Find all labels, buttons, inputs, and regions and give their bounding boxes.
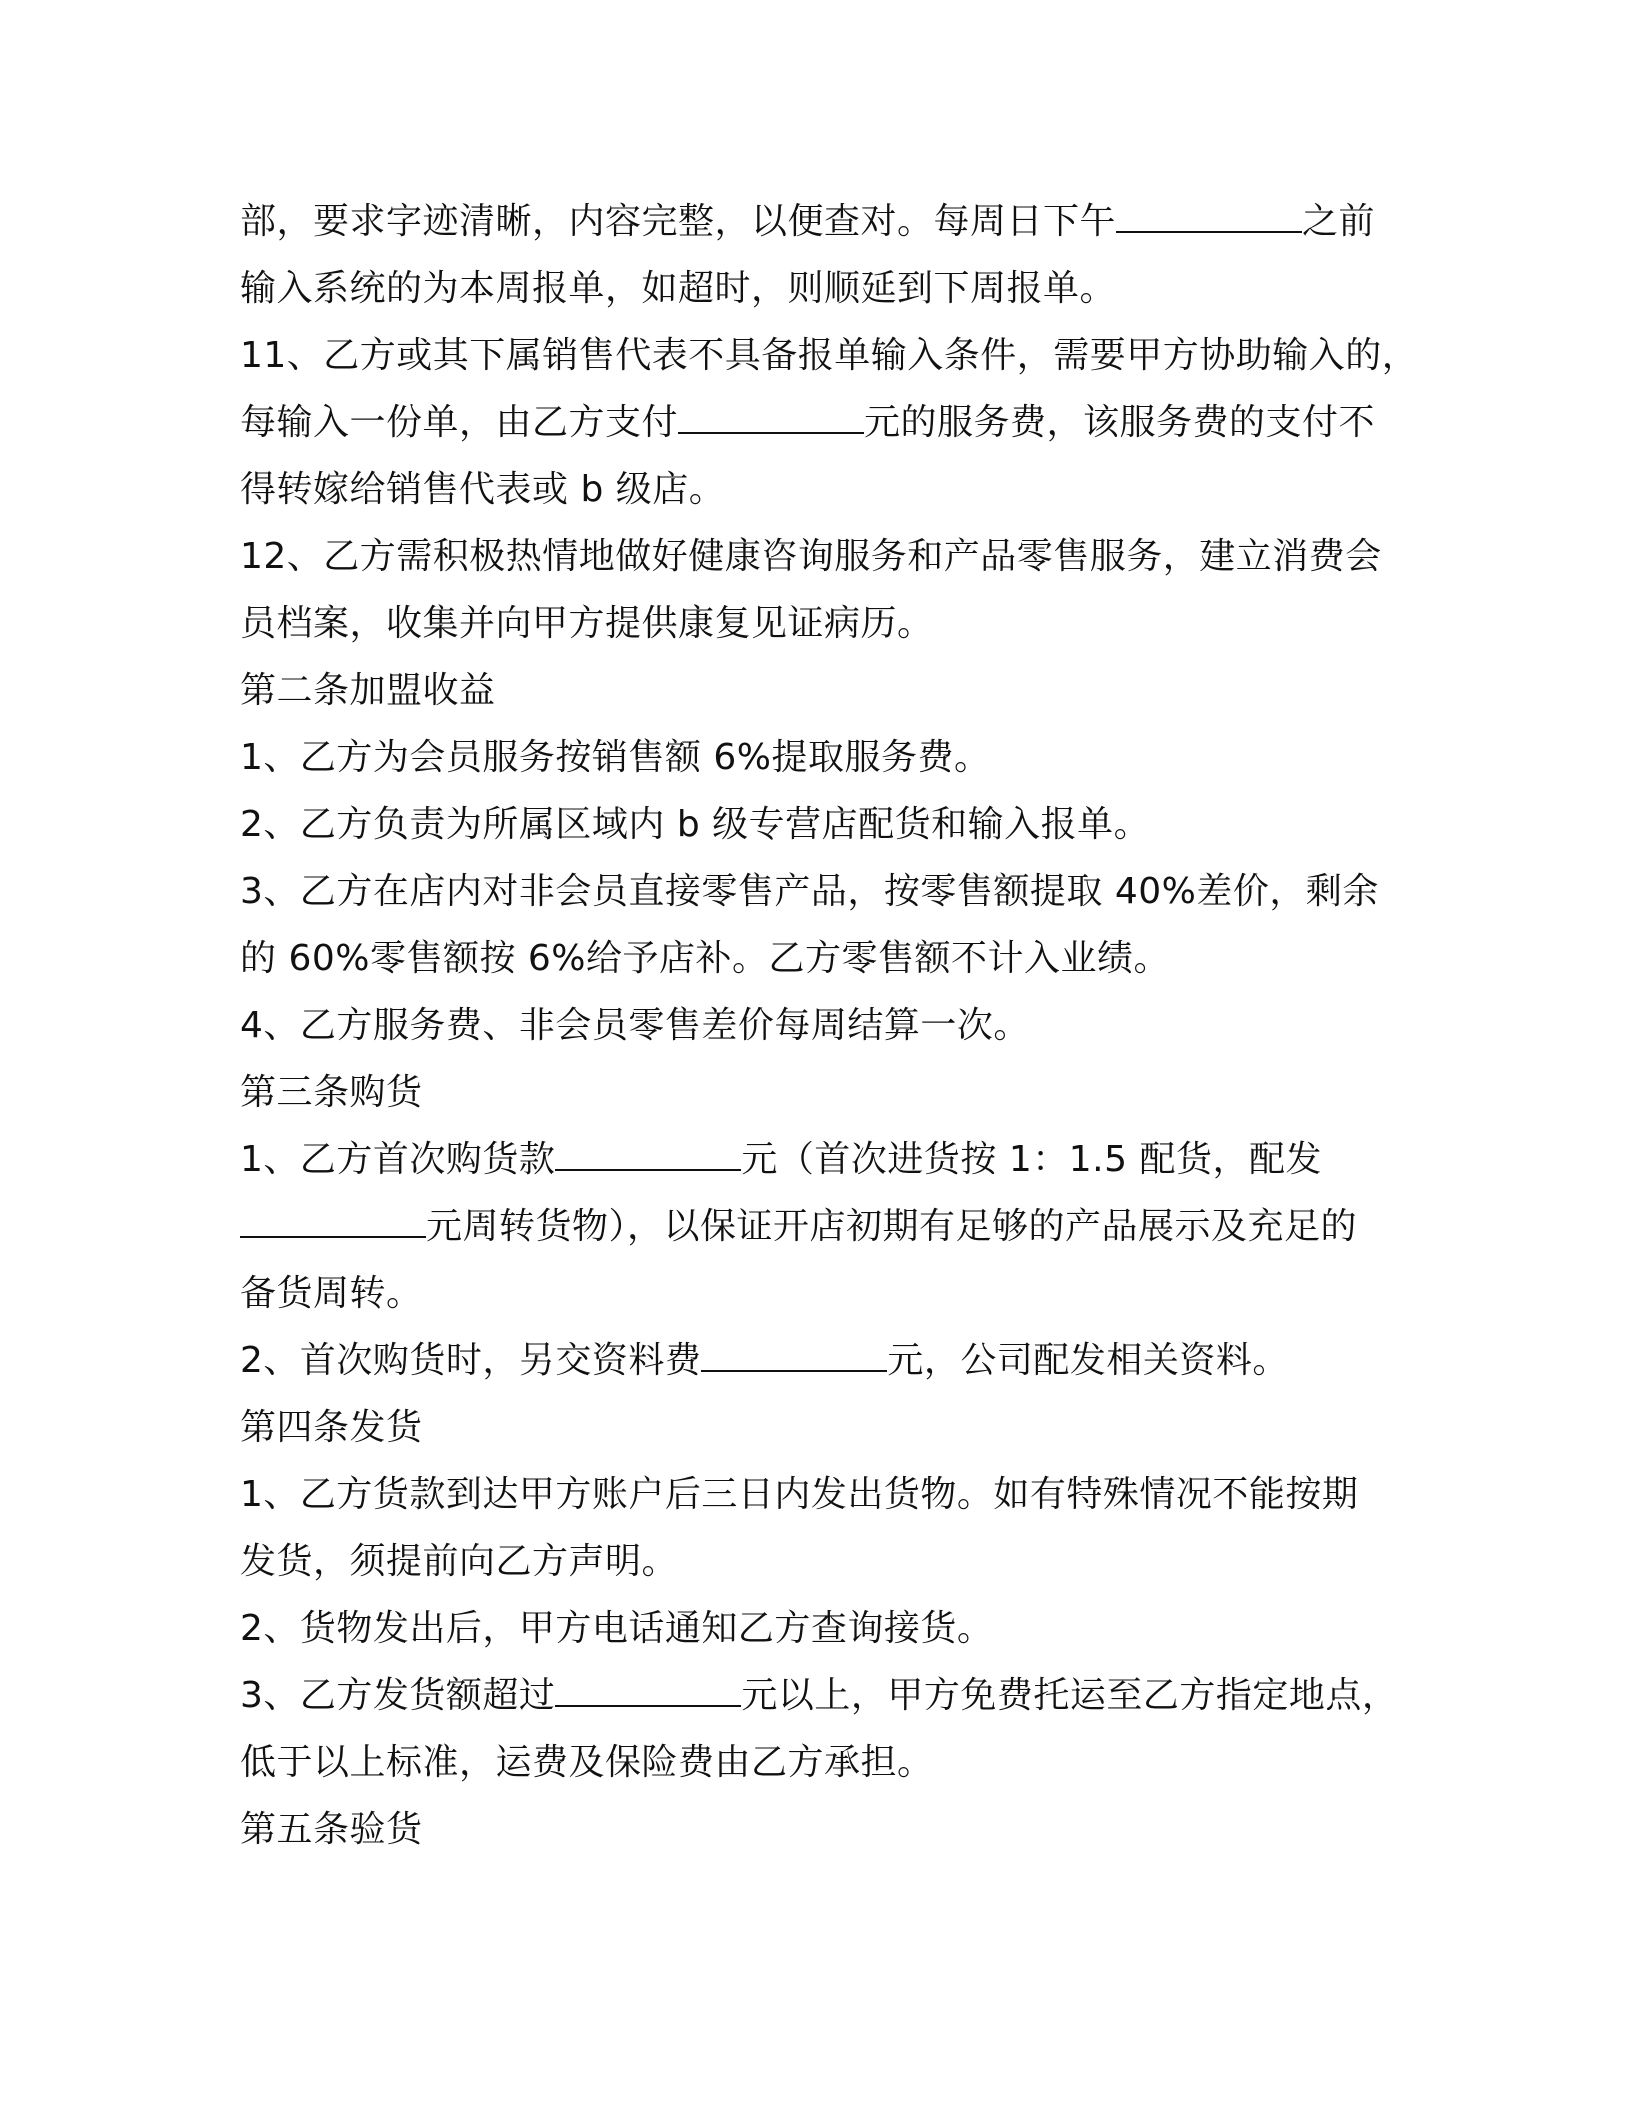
section-heading: 第四条发货: [240, 1407, 423, 1448]
text-line: 的 60%零售额按 6%给予店补。乙方零售额不计入业绩。: [240, 938, 1171, 979]
text-line: 2、乙方负责为所属区域内 b 级专营店配货和输入报单。: [240, 804, 1151, 845]
document-page: [240, 188, 1419, 1863]
text-line: 3、乙方发货额超过 元以上，甲方免费托运至乙方指定地点，: [240, 1675, 1399, 1716]
text-line: 1、乙方货款到达甲方账户后三日内发出货物。如有特殊情况不能按期: [240, 1474, 1359, 1515]
text-line: 低于以上标准，运费及保险费由乙方承担。: [240, 1742, 934, 1783]
fill-in-blank[interactable]: [1116, 201, 1302, 233]
text-line: 1、乙方首次购货款 元（首次进货按 1：1.5 配货，配发: [240, 1139, 1322, 1180]
fill-in-blank[interactable]: [701, 1340, 887, 1372]
text-line: 发货，须提前向乙方声明。: [240, 1541, 679, 1582]
text-line: 输入系统的为本周报单，如超时，则顺延到下周报单。: [240, 268, 1117, 309]
text-line: 3、乙方在店内对非会员直接零售产品，按零售额提取 40%差价，剩余: [240, 871, 1379, 912]
text-line: 11、乙方或其下属销售代表不具备报单输入条件，需要甲方协助输入的，: [240, 335, 1419, 376]
section-heading: 第三条购货: [240, 1072, 423, 1113]
text-line: 部，要求字迹清晰，内容完整，以便查对。每周日下午 之前: [240, 201, 1376, 242]
section-heading: 第二条加盟收益: [240, 670, 496, 711]
text-line: 员档案，收集并向甲方提供康复见证病历。: [240, 603, 934, 644]
text-line: 2、首次购货时，另交资料费 元，公司配发相关资料。: [240, 1340, 1289, 1381]
text-line: 备货周转。: [240, 1273, 423, 1314]
text-line: 2、货物发出后，甲方电话通知乙方查询接货。: [240, 1608, 994, 1649]
text-line: 得转嫁给销售代表或 b 级店。: [240, 469, 726, 510]
text-line: 12、乙方需积极热情地做好健康咨询服务和产品零售服务，建立消费会: [240, 536, 1382, 577]
section-heading: 第五条验货: [240, 1809, 423, 1850]
fill-in-blank[interactable]: [555, 1675, 741, 1707]
text-line: 每输入一份单，由乙方支付 元的服务费，该服务费的支付不: [240, 402, 1376, 443]
fill-in-blank[interactable]: [240, 1206, 426, 1238]
text-line: 元周转货物），以保证开店初期有足够的产品展示及充足的: [240, 1193, 1390, 1260]
text-line: 4、乙方服务费、非会员零售差价每周结算一次。: [240, 1005, 1030, 1046]
text-line: 1、乙方为会员服务按销售额 6%提取服务费。: [240, 737, 991, 778]
fill-in-blank[interactable]: [678, 402, 864, 434]
fill-in-blank[interactable]: [555, 1139, 741, 1171]
